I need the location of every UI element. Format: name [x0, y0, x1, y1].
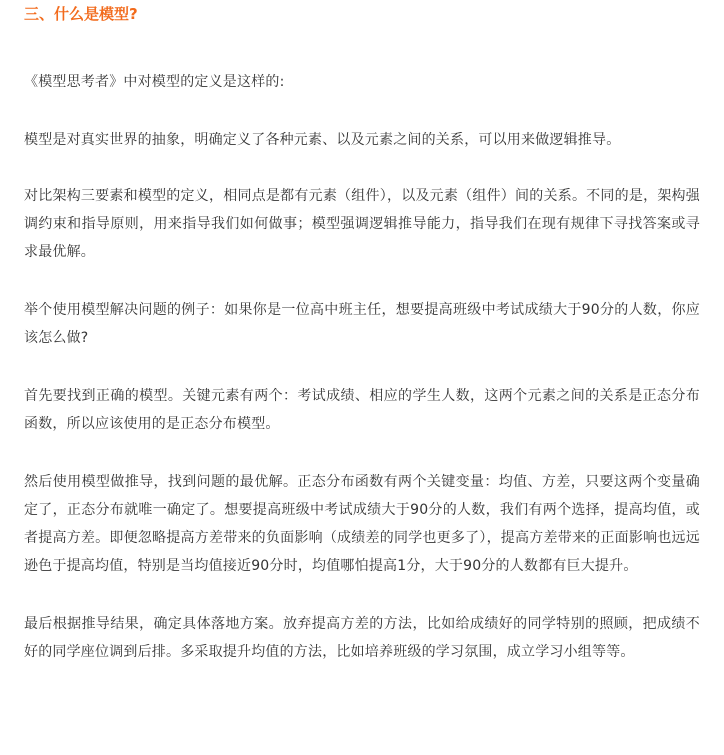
paragraph-implementation: 最后根据推导结果，确定具体落地方案。放弃提高方差的方法，比如给成绩好的同学特别的照顾，把成绩不好的同学座位调到后排。多采取提升均值的方法，比如培养班级的学习氛围，成立学习小组等等。 [24, 616, 700, 660]
paragraph-model-thinker-definition-intro: 《模型思考者》中对模型的定义是这样的: [24, 74, 285, 90]
paragraph-derivation: 然后使用模型做推导，找到问题的最优解。正态分布函数有两个关键变量：均值、方差，只要这两个变量确定了，正态分布就唯一确定了。想要提高班级中考试成绩大于90分的人数，我们有两个选择，提高均值，或者提高方差。即便忽略提高方差带来的负面影响（成绩差的同学也更多了），提高方差带来的正面影响也远远逊色于提高均值，特别是当均值接近90分时，均值哪怕提高1分，大于90分的人数都有巨大提升。 [24, 474, 700, 574]
article-body [24, 0, 700, 666]
paragraph-example-question: 举个使用模型解决问题的例子：如果你是一位高中班主任，想要提高班级中考试成绩大于90分的人数，你应该怎么做? [24, 302, 700, 346]
paragraph-model-definition: 模型是对真实世界的抽象，明确定义了各种元素、以及元素之间的关系，可以用来做逻辑推导。 [24, 132, 621, 148]
paragraph-architecture-vs-model: 对比架构三要素和模型的定义，相同点是都有元素（组件），以及元素（组件）间的关系。不同的是，架构强调约束和指导原则，用来指导我们如何做事；模型强调逻辑推导能力，指导我们在现有规律下寻找答案或寻求最优解。 [24, 188, 700, 260]
paragraph-find-model: 首先要找到正确的模型。关键元素有两个：考试成绩、相应的学生人数，这两个元素之间的关系是正态分布函数，所以应该使用的是正态分布模型。 [24, 388, 700, 432]
section-title: 三、什么是模型? [24, 5, 138, 23]
